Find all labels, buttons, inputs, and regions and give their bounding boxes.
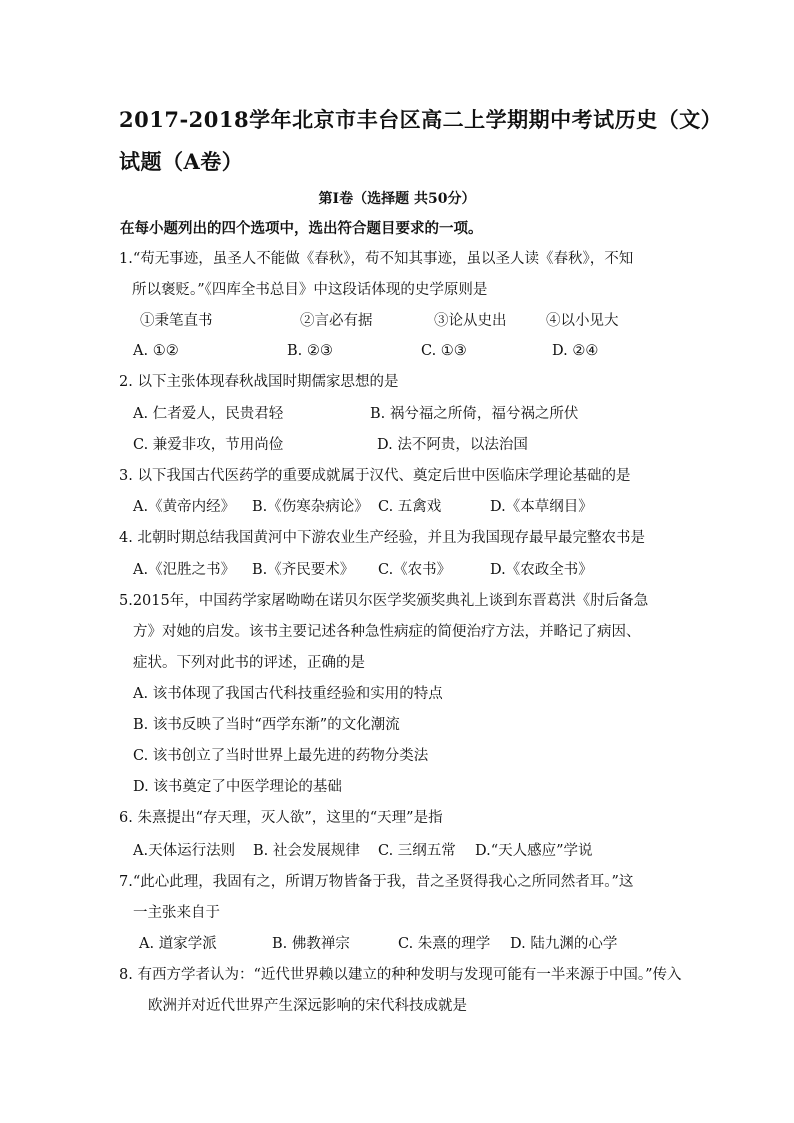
question-3-option-c: C. 五禽戏 <box>378 499 442 515</box>
question-1-option-a: A. ①② <box>133 343 179 359</box>
question-7-option-b: B. 佛教禅宗 <box>272 936 350 952</box>
question-6-stem: 6. 朱熹提出“存天理，灭人欲”，这里的“天理”是指 <box>119 810 443 826</box>
document-title-line1: 2017-2018学年北京市丰台区高二上学期期中考试历史（文） <box>119 107 723 132</box>
question-1-option-c: C. ①③ <box>421 343 467 359</box>
question-1-option-d: D. ②④ <box>552 343 599 359</box>
question-1-statement-4: ④以小见大 <box>546 313 619 329</box>
question-7-stem-line1: 7.“此心此理，我固有之，所谓万物皆备于我，昔之圣贤得我心之所同然者耳。”这 <box>119 874 634 890</box>
question-4-option-c: C.《农书》 <box>378 562 452 578</box>
question-8-stem-line1: 8. 有西方学者认为：“近代世界赖以建立的种种发明与发现可能有一半来源于中国。”传入 <box>119 967 682 983</box>
question-6-option-c: C. 三纲五常 <box>378 843 456 859</box>
question-1-statement-2: ②言必有据 <box>300 313 373 329</box>
question-5-stem-line1: 5.2015年，中国药学家屠呦呦在诺贝尔医学奖颁奖典礼上谈到东晋葛洪《肘后备急 <box>119 593 649 609</box>
question-4-option-a: A.《氾胜之书》 <box>133 562 236 578</box>
question-4-stem: 4. 北朝时期总结我国黄河中下游农业生产经验，并且为我国现存最早最完整农书是 <box>119 530 645 546</box>
question-7-option-c: C. 朱熹的理学 <box>398 936 491 952</box>
question-6-option-b: B. 社会发展规律 <box>253 843 360 859</box>
question-3-option-d: D.《本草纲目》 <box>490 499 593 515</box>
question-2-stem: 2. 以下主张体现春秋战国时期儒家思想的是 <box>119 374 399 390</box>
question-5-option-c: C. 该书创立了当时世界上最先进的药物分类法 <box>133 748 429 764</box>
section-heading: 第Ⅰ卷（选择题 共50分） <box>318 191 476 207</box>
document-title-line2: 试题（A卷） <box>119 149 244 174</box>
question-2-option-c: C. 兼爱非攻，节用尚俭 <box>133 437 284 453</box>
question-3-option-b: B.《伤寒杂病论》 <box>252 499 369 515</box>
question-8-stem-line2: 欧洲并对近代世界产生深远影响的宋代科技成就是 <box>148 998 467 1014</box>
question-1-stem-line2: 所以褒贬。”《四库全书总目》中这段话体现的史学原则是 <box>132 282 488 298</box>
question-1-statement-3: ③论从史出 <box>434 313 507 329</box>
question-7-stem-line2: 一主张来自于 <box>133 905 220 921</box>
question-5-option-b: B. 该书反映了当时“西学东渐”的文化潮流 <box>133 717 400 733</box>
question-5-stem-line3: 症状。下列对此书的评述，正确的是 <box>133 655 365 671</box>
question-7-option-d: D. 陆九渊的心学 <box>510 936 618 952</box>
instruction-text: 在每小题列出的四个选项中，选出符合题目要求的一项。 <box>120 220 483 237</box>
question-4-option-b: B.《齐民要术》 <box>252 562 355 578</box>
question-5-stem-line2: 方》对她的启发。该书主要记述各种急性病症的简便治疗方法，并略记了病因、 <box>133 624 641 640</box>
question-1-option-b: B. ②③ <box>287 343 333 359</box>
question-7-option-a: A. 道家学派 <box>139 936 217 952</box>
question-5-option-a: A. 该书体现了我国古代科技重经验和实用的特点 <box>133 686 443 702</box>
question-2-option-d: D. 法不阿贵，以法治国 <box>377 437 528 453</box>
question-1-stem-line1: 1.“苟无事迹，虽圣人不能做《春秋》，苟不知其事迹，虽以圣人读《春秋》，不知 <box>119 251 634 267</box>
question-4-option-d: D.《农政全书》 <box>490 562 593 578</box>
question-6-option-a: A.天体运行法则 <box>133 843 236 859</box>
question-1-statement-1: ①秉笔直书 <box>140 313 213 329</box>
question-6-option-d: D.“天人感应”学说 <box>475 843 593 859</box>
question-3-stem: 3. 以下我国古代医药学的重要成就属于汉代、奠定后世中医临床学理论基础的是 <box>119 468 631 484</box>
question-2-option-a: A. 仁者爱人，民贵君轻 <box>133 406 284 422</box>
question-5-option-d: D. 该书奠定了中医学理论的基础 <box>133 779 342 795</box>
question-2-option-b: B. 祸兮福之所倚，福兮祸之所伏 <box>370 406 579 422</box>
question-3-option-a: A.《黄帝内经》 <box>133 499 236 515</box>
